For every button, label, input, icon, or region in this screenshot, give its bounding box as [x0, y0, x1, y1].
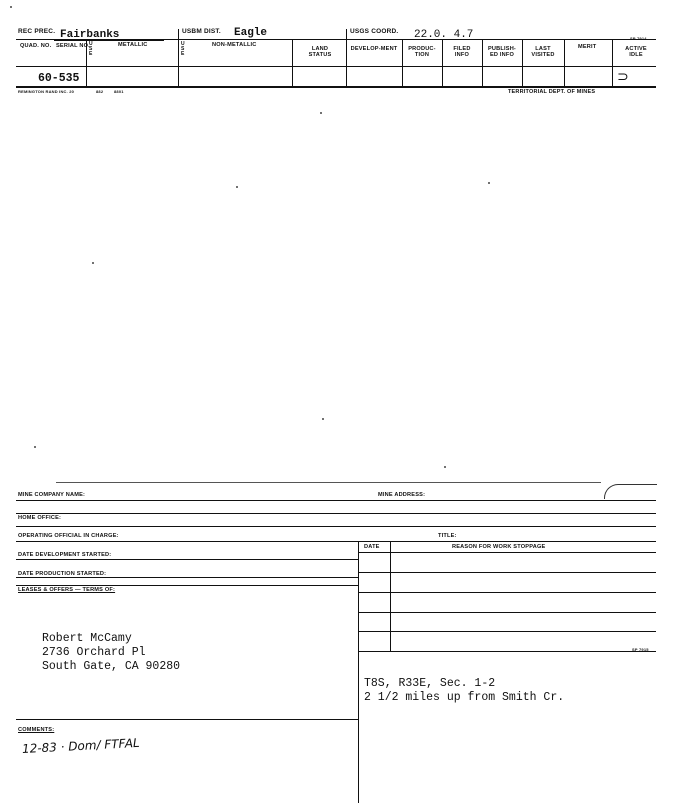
top-footer-code1: 882 — [96, 89, 104, 94]
metallic-label: METALLIC — [118, 42, 148, 48]
last-visited-label: LAST VISITED — [531, 46, 555, 58]
filed-info-label: FILED INFO — [453, 46, 471, 58]
merit-label: MERIT — [578, 44, 597, 50]
lessee-city: South Gate, CA 90280 — [42, 660, 181, 673]
bottom-form-number: SP 7915 — [632, 647, 649, 652]
usgs-coord-label: USGS COORD. — [350, 28, 399, 35]
published-info-label: PUBLISH-ED INFO — [487, 46, 516, 58]
rec-prec-value: Fairbanks — [60, 29, 120, 41]
usbm-dist-value: Eagle — [234, 27, 268, 39]
lessee-street: 2736 Orchard Pl — [42, 646, 146, 659]
top-form-number: SP 7914 — [630, 36, 647, 41]
active-idle-label: ACTIVE IDLE — [625, 46, 647, 58]
production-label: PRODUC-TION — [408, 46, 436, 58]
development-label: DEVELOP-MENT — [350, 46, 398, 52]
mine-address-label: MINE ADDRESS: — [378, 492, 426, 498]
operating-official-label: OPERATING OFFICIAL IN CHARGE: — [18, 533, 119, 539]
comments-handwritten: 12-83 · Dom/ FTFAL — [21, 735, 140, 756]
comments-label: COMMENTS: — [18, 727, 55, 733]
title-label: TITLE: — [438, 533, 457, 539]
lessee-name: Robert McCamy — [42, 632, 132, 645]
top-footer-code2: 8801 — [114, 89, 124, 94]
non-metallic-label: NON-METALLIC — [212, 42, 257, 48]
usgs-coord-value: 22.0. 4.7 — [414, 29, 474, 41]
top-bottom-rule — [16, 86, 656, 88]
leases-offers-label: LEASES & OFFERS — TERMS OF: — [18, 587, 116, 593]
location-line-2: 2 1/2 miles up from Smith Cr. — [364, 691, 565, 704]
usbm-dist-label: USBM DIST. — [182, 28, 221, 35]
date-production-started-label: DATE PRODUCTION STARTED: — [18, 571, 107, 577]
date-column-header: DATE — [364, 544, 380, 550]
serial-no-label: SERIAL NO. — [56, 43, 90, 49]
use-label: U S E — [89, 41, 93, 57]
mine-company-name-label: MINE COMPANY NAME: — [18, 492, 86, 498]
top-row-rule — [16, 66, 656, 67]
active-idle-mark: ⊃ — [617, 69, 629, 85]
location-line-1: T8S, R33E, Sec. 1-2 — [364, 677, 496, 690]
land-status-label: LAND STATUS — [308, 46, 332, 58]
quad-no-label: QUAD. NO. — [20, 43, 52, 49]
use-label-2: U S E — [181, 41, 185, 57]
top-footer-left: REMINGTON RAND INC. 20 — [18, 89, 75, 94]
date-development-started-label: DATE DEVELOPMENT STARTED: — [18, 552, 112, 558]
reason-work-stoppage-header: REASON FOR WORK STOPPAGE — [452, 544, 546, 550]
home-office-label: HOME OFFICE: — [18, 515, 62, 521]
quad-serial-value: 60-535 — [38, 72, 80, 85]
rec-prec-label: REC PREC. — [18, 28, 56, 35]
top-footer-right: TERRITORIAL DEPT. OF MINES — [508, 89, 596, 95]
